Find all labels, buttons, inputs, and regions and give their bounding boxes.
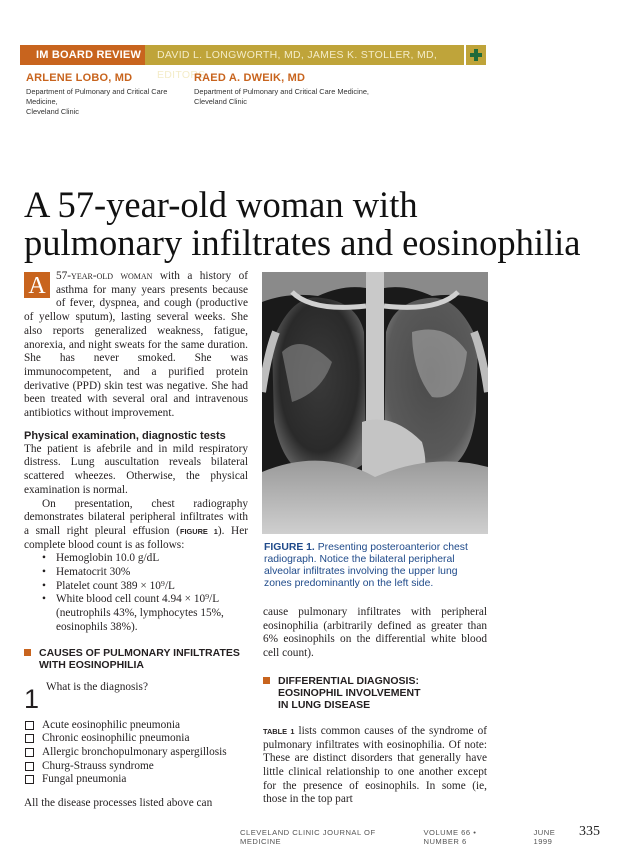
text-run: lists common causes of the syndrome of pulmonary infiltrates with eosinophilia. Of note: These are distinct disorders that generally have little clinical relationship to one another except for the presence of eosinophils. In some (ie, those in the top part xyxy=(263,724,488,806)
issue-date: JUNE 1999 xyxy=(533,828,556,846)
intro-text: with a history of asthma for many years presents because of fever, dyspnea, and cough (productive of yellow sputum), lasting several weeks. She also reports generalized weakness, fatigue, anorexia, and night sweats for the same duration. She has never smoked. She was immunocompetent, and a purified protein derivative (PPD) skin test was negative. She had been treated with several oral and intravenous antibiotics without improvement. xyxy=(24,270,248,420)
square-bullet-icon xyxy=(263,677,270,684)
author-2 xyxy=(194,72,374,107)
list-item: • Hemoglobin 10.0 g/dL xyxy=(42,552,248,566)
presentation-paragraph xyxy=(24,498,248,553)
drop-cap: A xyxy=(24,272,50,298)
blood-count-list xyxy=(42,552,248,634)
differential-heading xyxy=(263,675,487,711)
author-affiliation xyxy=(26,87,196,117)
intro-paragraph xyxy=(24,270,248,421)
title-line: A 57-year-old woman with xyxy=(24,184,418,225)
author-1 xyxy=(26,72,196,117)
square-bullet-icon xyxy=(24,649,31,656)
question-number: 1 xyxy=(24,683,40,714)
article-title xyxy=(24,186,594,262)
table-paragraph xyxy=(263,725,487,807)
affiliation-line: Cleveland Clinic xyxy=(26,107,79,116)
heading-line: IN LUNG DISEASE xyxy=(278,698,371,711)
question-text: What is the diagnosis? xyxy=(46,680,148,693)
answer-option[interactable]: Fungal pneumonia xyxy=(24,773,248,787)
affiliation-line: Department of Pulmonary and Critical Care Medicine, xyxy=(194,87,369,96)
chest-xray-image xyxy=(262,272,488,534)
physical-exam-heading: Physical examination, diagnostic tests xyxy=(24,429,226,442)
heading-line: DIFFERENTIAL DIAGNOSIS: xyxy=(278,674,419,687)
intro-smallcaps: 57-year-old woman xyxy=(56,270,153,282)
heading-line: WITH EOSINOPHILIA xyxy=(39,658,144,671)
page-number: 335 xyxy=(579,824,600,839)
figure-label: FIGURE 1. xyxy=(264,542,315,553)
answer-option[interactable]: Acute eosinophilic pneumonia xyxy=(24,719,248,733)
causes-heading xyxy=(24,647,248,671)
table-reference[interactable]: TABLE 1 xyxy=(263,726,295,736)
author-name: RAED A. DWEIK, MD xyxy=(194,72,306,84)
list-item: • White blood cell count 4.94 × 10⁹/L (neutrophils 43%, lymphocytes 15%, eosinophils 38%). xyxy=(42,593,248,634)
answer-option[interactable]: Churg-Strauss syndrome xyxy=(24,760,248,774)
text-run: On presentation, chest radiography demonstrates bilateral peripheral infiltrates with a small right pleural effusion ( xyxy=(24,497,248,537)
list-item: • Hematocrit 30% xyxy=(42,566,248,580)
right-column xyxy=(263,606,487,807)
title-line: pulmonary infiltrates and eosinophilia xyxy=(24,222,581,263)
page-footer xyxy=(240,824,600,846)
section-label: IM BOARD REVIEW xyxy=(20,45,145,65)
journal-name: CLEVELAND CLINIC JOURNAL OF MEDICINE xyxy=(240,828,376,846)
answer-option[interactable]: Allergic bronchopulmonary aspergillosis xyxy=(24,746,248,760)
text-run: ). Her complete blood count is as follows: xyxy=(24,524,248,551)
list-item: • Platelet count 389 × 10⁹/L xyxy=(42,580,248,594)
editors-label: DAVID L. LONGWORTH, MD, JAMES K. STOLLER, MD, EDITORS xyxy=(145,45,484,65)
figure-reference[interactable]: FIGURE 1 xyxy=(179,526,218,536)
question-block xyxy=(24,680,248,714)
author-name: ARLENE LOBO, MD xyxy=(26,72,133,84)
affiliation-line: Department of Pulmonary and Critical Care Medicine, xyxy=(26,87,168,106)
heading-line: CAUSES OF PULMONARY INFILTRATES xyxy=(39,646,240,659)
author-affiliation xyxy=(194,87,374,107)
figure-caption xyxy=(264,542,488,590)
left-column xyxy=(24,270,248,811)
cross-icon xyxy=(464,43,488,67)
continuation-paragraph: cause pulmonary infiltrates with peripheral eosinophilia (arbitrarily defined as greater than 6% eosinophils on the differential white blood cell count). xyxy=(263,606,487,660)
answer-options xyxy=(24,719,248,788)
affiliation-line: Cleveland Clinic xyxy=(194,97,247,106)
volume-info: VOLUME 66 • NUMBER 6 xyxy=(423,828,477,846)
answer-option[interactable]: Chronic eosinophilic pneumonia xyxy=(24,732,248,746)
heading-line: EOSINOPHIL INVOLVEMENT xyxy=(278,686,421,699)
exam-paragraph: The patient is afebrile and in mild respiratory distress. Lung auscultation reveals bilateral scattered wheezes. Otherwise, the physical examination is normal. xyxy=(24,442,248,496)
closing-text: All the disease processes listed above can xyxy=(24,797,213,810)
caption-text: Presenting posteroanterior chest radiograph. Notice the bilateral peripheral alveolar infiltrates involving the upper lung zones predominantly on the left side. xyxy=(264,542,468,589)
